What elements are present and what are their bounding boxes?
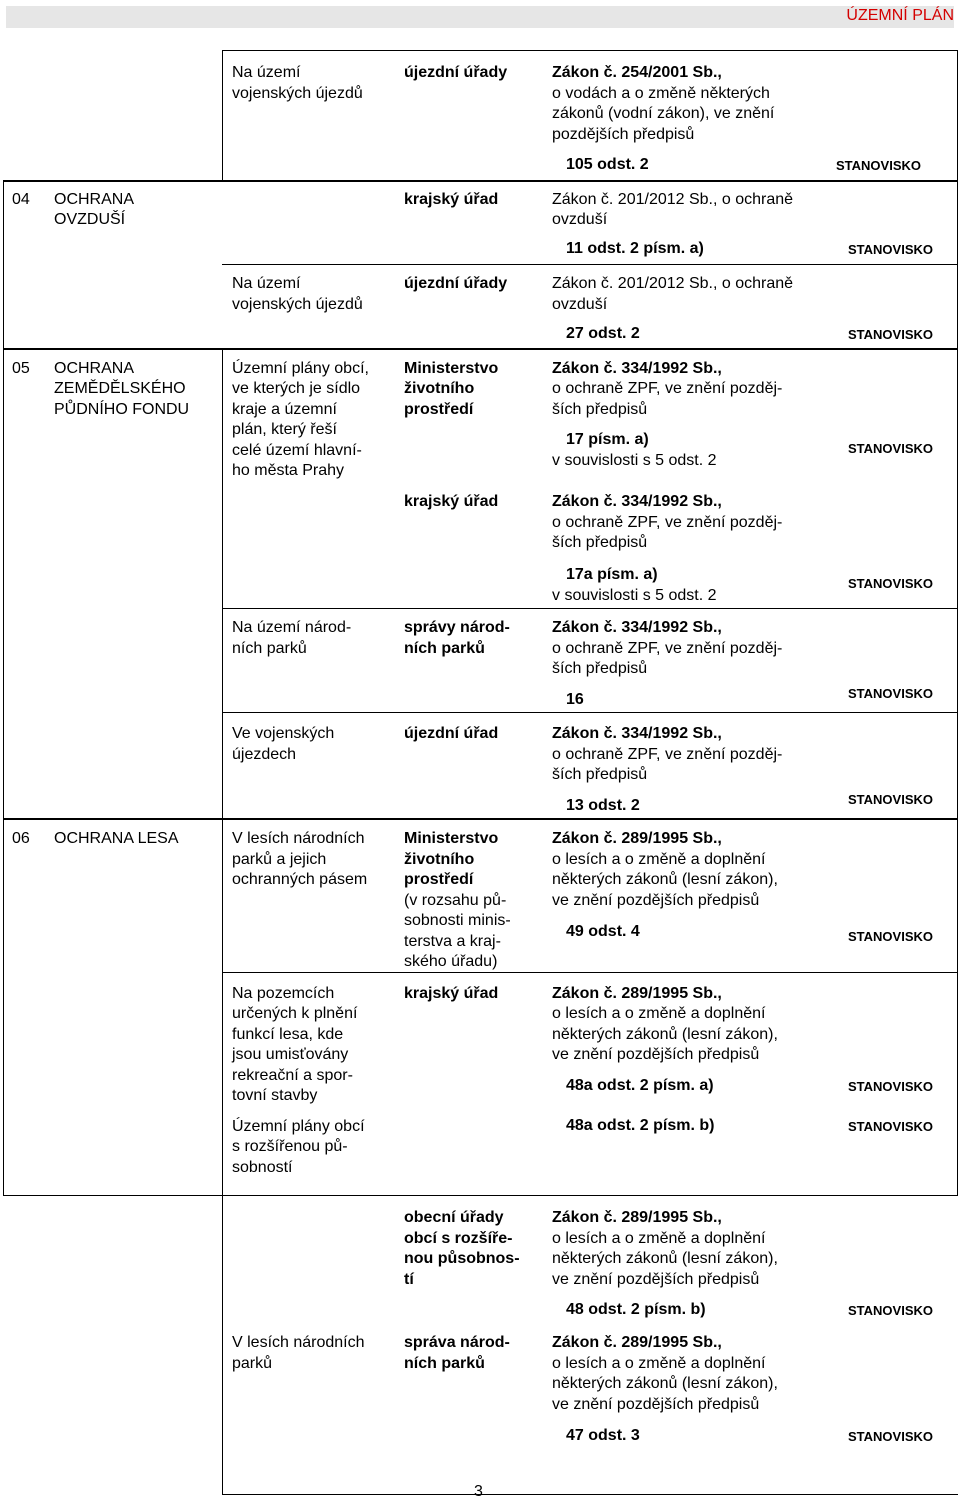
section-number: 06 bbox=[12, 830, 30, 847]
authority: životního bbox=[404, 380, 475, 397]
authority: újezdní úřady bbox=[404, 64, 508, 81]
area-line: funkcí lesa, kde bbox=[232, 1026, 344, 1043]
authority: krajský úřad bbox=[404, 493, 499, 510]
header-bar bbox=[6, 6, 954, 28]
section-number: 04 bbox=[12, 191, 30, 208]
grid-line bbox=[222, 712, 958, 713]
law-line: některých zákonů (lesní zákon), bbox=[552, 871, 778, 888]
grid-line bbox=[222, 264, 958, 265]
law-line: o ochraně ZPF, ve znění pozděj- bbox=[552, 514, 783, 531]
grid-line bbox=[3, 1195, 958, 1196]
grid-line bbox=[222, 348, 223, 1195]
authority-note: (v rozsahu pů- bbox=[404, 892, 507, 909]
area-line: ochranných pásem bbox=[232, 871, 368, 888]
section-divider bbox=[3, 348, 958, 350]
law-line: o ochraně ZPF, ve znění pozděj- bbox=[552, 640, 783, 657]
authority: krajský úřad bbox=[404, 191, 499, 208]
law-line: ovzduší bbox=[552, 296, 608, 313]
area-line: Ve vojenských bbox=[232, 725, 335, 742]
section-name: ZEMĚDĚLSKÉHO bbox=[54, 380, 186, 397]
area-line: parků a jejich bbox=[232, 851, 327, 868]
authority: tí bbox=[404, 1271, 414, 1288]
authority: újezdní úřady bbox=[404, 275, 508, 292]
section-name: PŮDNÍHO FONDU bbox=[54, 401, 190, 418]
paragraph-ref: 48a odst. 2 písm. a) bbox=[566, 1077, 714, 1094]
paragraph-ref: 27 odst. 2 bbox=[566, 325, 640, 342]
status-label: STANOVISKO bbox=[848, 686, 933, 701]
law-line: ve znění pozdějších předpisů bbox=[552, 1396, 760, 1413]
status-label: STANOVISKO bbox=[848, 1303, 933, 1318]
status-label: STANOVISKO bbox=[848, 242, 933, 257]
area-line: Územní plány obcí bbox=[232, 1118, 365, 1135]
status-label: STANOVISKO bbox=[848, 441, 933, 456]
law-line: o lesích a o změně a doplnění bbox=[552, 1355, 766, 1372]
paragraph-ref: 13 odst. 2 bbox=[566, 797, 640, 814]
area-line: ních parků bbox=[232, 640, 307, 657]
area-line: tovní stavby bbox=[232, 1087, 318, 1104]
law-line: ve znění pozdějších předpisů bbox=[552, 1046, 760, 1063]
area-line: celé území hlavní- bbox=[232, 442, 362, 459]
law-line: ších předpisů bbox=[552, 766, 648, 783]
law-line: některých zákonů (lesní zákon), bbox=[552, 1250, 778, 1267]
status-label: STANOVISKO bbox=[848, 1119, 933, 1134]
law-title: Zákon č. 289/1995 Sb., bbox=[552, 830, 722, 847]
authority: životního bbox=[404, 851, 475, 868]
section-divider bbox=[3, 180, 958, 182]
area-line: Na území bbox=[232, 64, 301, 81]
area-line: jsou umisťovány bbox=[232, 1046, 349, 1063]
area-line: Na pozemcích bbox=[232, 985, 335, 1002]
law-line: ovzduší bbox=[552, 211, 608, 228]
law-title: Zákon č. 201/2012 Sb., o ochraně bbox=[552, 275, 794, 292]
law-title: Zákon č. 334/1992 Sb., bbox=[552, 493, 722, 510]
area-line: Na území národ- bbox=[232, 619, 352, 636]
law-line: ve znění pozdějších předpisů bbox=[552, 1271, 760, 1288]
law-title: Zákon č. 201/2012 Sb., o ochraně bbox=[552, 191, 794, 208]
paragraph-note: v souvislosti s 5 odst. 2 bbox=[552, 587, 717, 604]
authority: prostředí bbox=[404, 401, 474, 418]
paragraph-ref: 105 odst. 2 bbox=[566, 156, 649, 173]
status-label: STANOVISKO bbox=[848, 1429, 933, 1444]
law-line: zákonů (vodní zákon), ve znění bbox=[552, 105, 775, 122]
law-line: o lesích a o změně a doplnění bbox=[552, 1005, 766, 1022]
section-name: OCHRANA LESA bbox=[54, 830, 179, 847]
section-name: OCHRANA bbox=[54, 360, 135, 377]
status-label: STANOVISKO bbox=[836, 158, 921, 173]
authority: ních parků bbox=[404, 640, 485, 657]
law-title: Zákon č. 254/2001 Sb., bbox=[552, 64, 722, 81]
status-label: STANOVISKO bbox=[848, 327, 933, 342]
authority-note: ského úřadu) bbox=[404, 953, 498, 970]
law-title: Zákon č. 289/1995 Sb., bbox=[552, 985, 722, 1002]
area-line: určených k plnění bbox=[232, 1005, 358, 1022]
law-line: některých zákonů (lesní zákon), bbox=[552, 1375, 778, 1392]
law-line: ve znění pozdějších předpisů bbox=[552, 892, 760, 909]
law-line: o vodách a o změně některých bbox=[552, 85, 770, 102]
authority: Ministerstvo bbox=[404, 830, 499, 847]
authority: krajský úřad bbox=[404, 985, 499, 1002]
page-number: 3 bbox=[474, 1483, 483, 1500]
paragraph-ref: 48a odst. 2 písm. b) bbox=[566, 1117, 715, 1134]
area-line: kraje a územní bbox=[232, 401, 337, 418]
status-label: STANOVISKO bbox=[848, 792, 933, 807]
authority-note: terstva a kraj- bbox=[404, 933, 501, 950]
law-line: o ochraně ZPF, ve znění pozděj- bbox=[552, 380, 783, 397]
area-line: ho města Prahy bbox=[232, 462, 345, 479]
paragraph-ref: 11 odst. 2 písm. a) bbox=[566, 240, 704, 257]
area-line: V lesích národních bbox=[232, 1334, 365, 1351]
area-line: rekreační a spor- bbox=[232, 1067, 353, 1084]
law-line: pozdějších předpisů bbox=[552, 126, 695, 143]
area-line: V lesích národních bbox=[232, 830, 365, 847]
area-line: parků bbox=[232, 1355, 273, 1372]
law-line: ších předpisů bbox=[552, 534, 648, 551]
authority: nou působnos- bbox=[404, 1250, 520, 1267]
paragraph-ref: 17a písm. a) bbox=[566, 566, 658, 583]
grid-line bbox=[222, 608, 958, 609]
authority-note: sobnosti minis- bbox=[404, 912, 511, 929]
paragraph-ref: 49 odst. 4 bbox=[566, 923, 640, 940]
law-line: ších předpisů bbox=[552, 660, 648, 677]
authority: správa národ- bbox=[404, 1334, 510, 1351]
authority: Ministerstvo bbox=[404, 360, 499, 377]
paragraph-ref: 47 odst. 3 bbox=[566, 1427, 640, 1444]
area-line: s rozšířenou pů- bbox=[232, 1138, 348, 1155]
area-line: Územní plány obcí, bbox=[232, 360, 369, 377]
grid-line bbox=[3, 180, 4, 1195]
law-title: Zákon č. 334/1992 Sb., bbox=[552, 725, 722, 742]
section-divider bbox=[3, 818, 958, 820]
authority: újezdní úřad bbox=[404, 725, 499, 742]
authority: prostředí bbox=[404, 871, 474, 888]
area-line: vojenských újezdů bbox=[232, 296, 363, 313]
area-line: sobností bbox=[232, 1159, 293, 1176]
document-section-title: ÚZEMNÍ PLÁN bbox=[846, 7, 954, 24]
law-title: Zákon č. 289/1995 Sb., bbox=[552, 1334, 722, 1351]
law-title: Zákon č. 334/1992 Sb., bbox=[552, 360, 722, 377]
law-title: Zákon č. 334/1992 Sb., bbox=[552, 619, 722, 636]
status-label: STANOVISKO bbox=[848, 576, 933, 591]
paragraph-note: v souvislosti s 5 odst. 2 bbox=[552, 452, 717, 469]
authority: obecní úřady bbox=[404, 1209, 504, 1226]
law-line: o ochraně ZPF, ve znění pozděj- bbox=[552, 746, 783, 763]
law-line: o lesích a o změně a doplnění bbox=[552, 1230, 766, 1247]
grid-line bbox=[222, 50, 958, 51]
authority: ních parků bbox=[404, 1355, 485, 1372]
area-line: vojenských újezdů bbox=[232, 85, 363, 102]
paragraph-ref: 16 bbox=[566, 691, 584, 708]
law-line: ších předpisů bbox=[552, 401, 648, 418]
authority: obcí s rozšíře- bbox=[404, 1230, 513, 1247]
law-line: některých zákonů (lesní zákon), bbox=[552, 1026, 778, 1043]
grid-line bbox=[222, 50, 223, 180]
area-line: Na území bbox=[232, 275, 301, 292]
grid-line bbox=[222, 1494, 958, 1495]
section-name: OVZDUŠÍ bbox=[54, 211, 126, 228]
grid-line bbox=[222, 972, 958, 973]
authority: správy národ- bbox=[404, 619, 510, 636]
section-number: 05 bbox=[12, 360, 30, 377]
grid-line bbox=[957, 50, 958, 1195]
paragraph-ref: 17 písm. a) bbox=[566, 431, 649, 448]
section-name: OCHRANA bbox=[54, 191, 135, 208]
status-label: STANOVISKO bbox=[848, 1079, 933, 1094]
law-title: Zákon č. 289/1995 Sb., bbox=[552, 1209, 722, 1226]
area-line: újezdech bbox=[232, 746, 297, 763]
area-line: ve kterých je sídlo bbox=[232, 380, 361, 397]
grid-line bbox=[222, 1195, 223, 1495]
law-line: o lesích a o změně a doplnění bbox=[552, 851, 766, 868]
status-label: STANOVISKO bbox=[848, 929, 933, 944]
paragraph-ref: 48 odst. 2 písm. b) bbox=[566, 1301, 706, 1318]
area-line: plán, který řeší bbox=[232, 421, 337, 438]
